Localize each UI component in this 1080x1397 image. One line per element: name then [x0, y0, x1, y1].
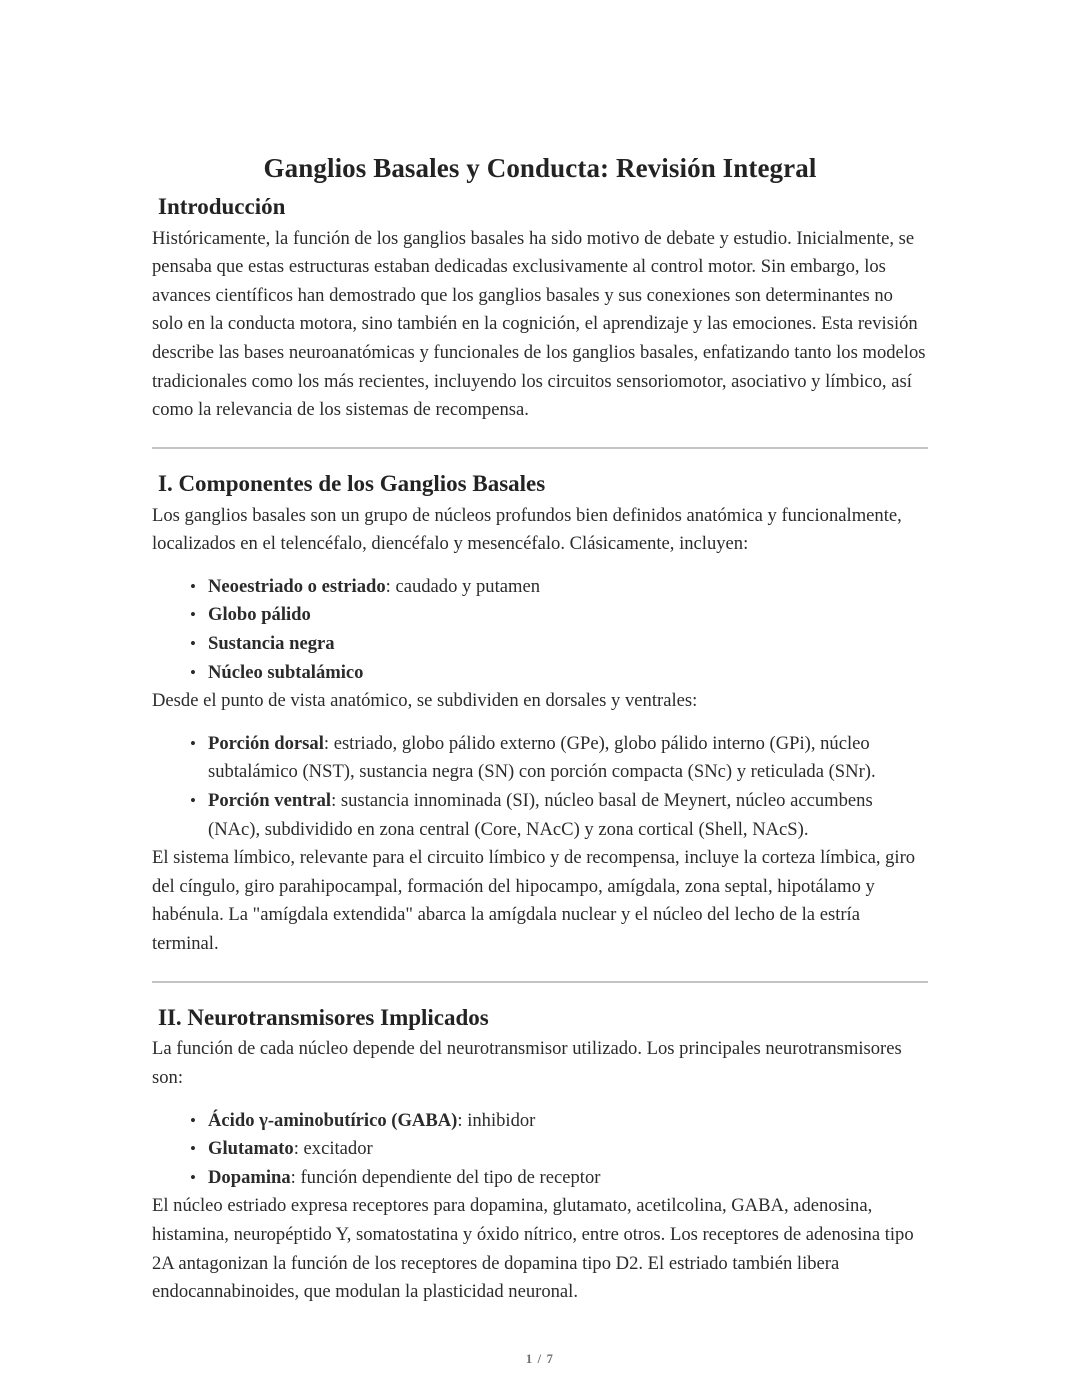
heading-introduccion: Introducción — [158, 193, 286, 219]
list-item-term: Porción ventral — [208, 790, 332, 812]
section-divider-1 — [152, 447, 928, 449]
heading-seccion-i: I. Componentes de los Ganglios Basales — [158, 470, 546, 496]
list-item — [152, 1107, 928, 1136]
list-item-term: Neoestriado o estriado — [208, 575, 386, 597]
paragraph-seccion-ii: La función de cada núcleo depende del neurotransmisor utilizado. Los principales neurotransmisores son: — [152, 1038, 902, 1089]
heading-seccion-ii: II. Neurotransmisores Implicados — [158, 1004, 489, 1030]
list-item-detail: : función dependiente del tipo de receptor — [290, 1166, 601, 1188]
paragraph-seccion-i: Los ganglios basales son un grupo de núcleos profundos bien definidos anatómica y funcionalmente, localizados en el telencéfalo, diencéfalo y mesencéfalo. Clásicamente, incluyen: — [152, 504, 902, 555]
list-neurotransmisores — [152, 1107, 928, 1193]
page-number-footer: 1 / 7 — [525, 1352, 555, 1366]
paragraph-introduccion: Históricamente, la función de los ganglios basales ha sido motivo de debate y estudio. Inicialmente, se pensaba que estas estructuras estaban dedicadas exclusivamente al control motor. Sin embargo, los avances científicos han demostrado que los ganglios basales y sus conexiones son determinantes no solo en la conducta motora, sino también en la cognición, el aprendizaje y las emociones. Esta revisión describe las bases neuroanatómicas y funcionales de los ganglios basales, enfatizando tanto los modelos tradicionales como los más recientes, incluyendo los circuitos sensoriomotor, asociativo y límbico, así como la relevancia de los sistemas de recompensa. — [152, 227, 926, 421]
document-content — [152, 152, 928, 1307]
paragraph-sistema-limbico: El sistema límbico, relevante para el circuito límbico y de recompensa, incluye la corteza límbica, giro del cíngulo, giro parahipocampal, formación del hipocampo, amígdala, zona septal, hipotálamo y habénula. La "amígdala extendida" abarca la amígdala nuclear y el núcleo del lecho de la estría terminal. — [152, 847, 916, 954]
list-item — [152, 630, 928, 659]
list-item-detail: : estriado, globo pálido externo (GPe), globo pálido interno (GPi), núcleo subtalámico (NST), sustancia negra (SN) con porción compacta (SNc) y reticulada (SNr). — [208, 732, 876, 783]
list-item-term: Glutamato — [208, 1138, 294, 1160]
list-item-term: Porción dorsal — [208, 732, 324, 754]
list-item — [152, 730, 928, 787]
list-item-detail: : sustancia innominada (SI), núcleo basal de Meynert, núcleo accumbens (NAc), subdividido en zona central (Core, NAcC) y zona cortical (Shell, NAcS). — [208, 790, 873, 840]
list-subdivisiones — [152, 730, 928, 844]
list-item-detail: : caudado y putamen — [385, 575, 541, 597]
paragraph-receptores: El núcleo estriado expresa receptores para dopamina, glutamato, acetilcolina, GABA, adenosina, histamina, neuropéptido Y, somatostatina y óxido nítrico, entre otros. Los receptores de adenosina tipo 2A antagonizan la función de los receptores de dopamina tipo D2. El estriado también libera endocannabinoides, que modulan la plasticidad neuronal. — [152, 1195, 914, 1303]
list-item — [152, 1135, 928, 1164]
list-item — [152, 659, 928, 688]
list-item — [152, 573, 928, 602]
list-item-detail: : excitador — [293, 1138, 373, 1160]
list-item — [152, 1164, 928, 1193]
list-item-term: Sustancia negra — [208, 633, 335, 655]
list-item-term: Globo pálido — [208, 604, 311, 626]
paragraph-subdivision-intro: Desde el punto de vista anatómico, se subdividen en dorsales y ventrales: — [152, 690, 698, 712]
list-item-term: Núcleo subtalámico — [208, 661, 364, 683]
list-item-detail: : inhibidor — [457, 1109, 536, 1131]
list-item-term: Ácido γ-aminobutírico (GABA) — [208, 1109, 458, 1131]
page-title: Ganglios Basales y Conducta: Revisión Integral — [263, 153, 817, 183]
list-item-term: Dopamina — [208, 1166, 291, 1188]
list-item — [152, 787, 928, 844]
section-divider-2 — [152, 981, 928, 983]
list-componentes — [152, 573, 928, 687]
list-item — [152, 601, 928, 630]
